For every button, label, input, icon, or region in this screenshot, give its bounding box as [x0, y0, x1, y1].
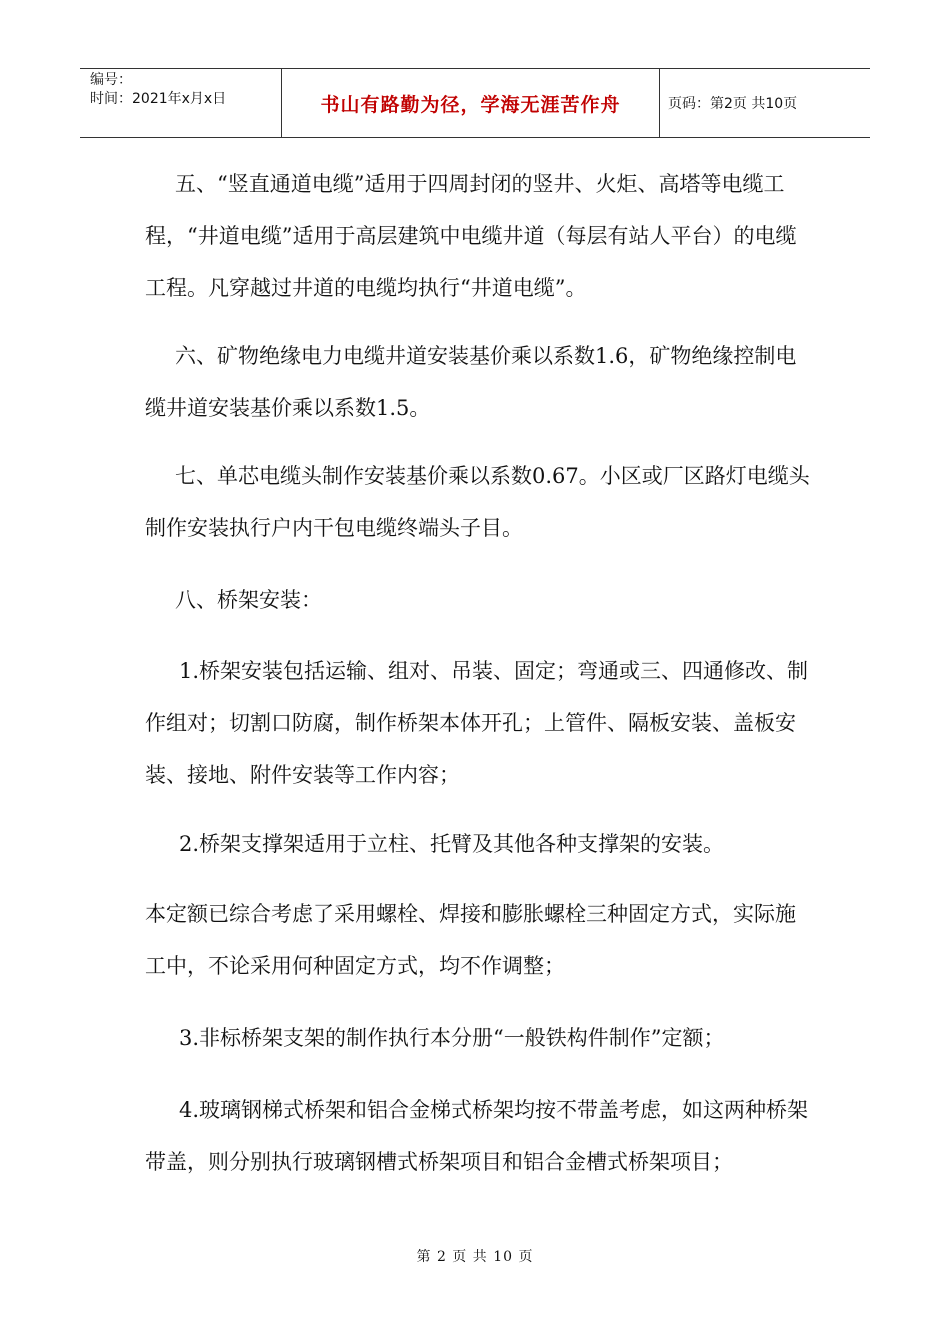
paragraph-fixing-methods: 本定额已综合考虑了采用螺栓、焊接和膨胀螺栓三种固定方式，实际施工中，不论采用何种固定方式，均不作调整；	[145, 902, 796, 978]
list-item-3: 3.非标桥架支架的制作执行本分册“一般铁构件制作”定额；	[179, 1026, 725, 1050]
list-item-4: 4.玻璃钢梯式桥架和铝合金梯式桥架均按不带盖考虑，如这两种桥架带盖，则分别执行玻璃钢槽式桥架项目和铝合金槽式桥架项目；	[145, 1098, 809, 1174]
paragraph-8-heading: 八、桥架安装：	[175, 588, 322, 612]
page-header	[80, 68, 870, 138]
serial-number-label: 编号：	[90, 72, 132, 88]
header-page-info: 页码：第2页 共10页	[668, 96, 798, 112]
paragraph-6: 六、矿物绝缘电力电缆井道安装基价乘以系数1.6，矿物绝缘控制电缆井道安装基价乘以系数1.5。	[145, 344, 797, 420]
header-motto: 书山有路勤为径，学海无涯苦作舟	[320, 93, 621, 116]
date-label: 时间：2021年x月x日	[90, 91, 227, 107]
list-item-2: 2.桥架支撑架适用于立柱、托臂及其他各种支撑架的安装。	[179, 832, 725, 856]
header-motto-cell	[282, 69, 660, 137]
page-footer: 第 2 页 共 10 页	[416, 1249, 534, 1265]
header-meta	[80, 69, 282, 137]
paragraph-7: 七、单芯电缆头制作安装基价乘以系数0.67。小区或厂区路灯电缆头制作安装执行户内干包电缆终端头子目。	[145, 464, 810, 540]
list-item-1: 1.桥架安装包括运输、组对、吊装、固定；弯通或三、四通修改、制作组对；切割口防腐，制作桥架本体开孔；上管件、隔板安装、盖板安装、接地、附件安装等工作内容；	[145, 659, 809, 787]
paragraph-5: 五、“竖直通道电缆”适用于四周封闭的竖井、火炬、高塔等电缆工程，“井道电缆”适用于高层建筑中电缆井道（每层有站人平台）的电缆工程。凡穿越过井道的电缆均执行“井道电缆”。	[145, 172, 797, 300]
